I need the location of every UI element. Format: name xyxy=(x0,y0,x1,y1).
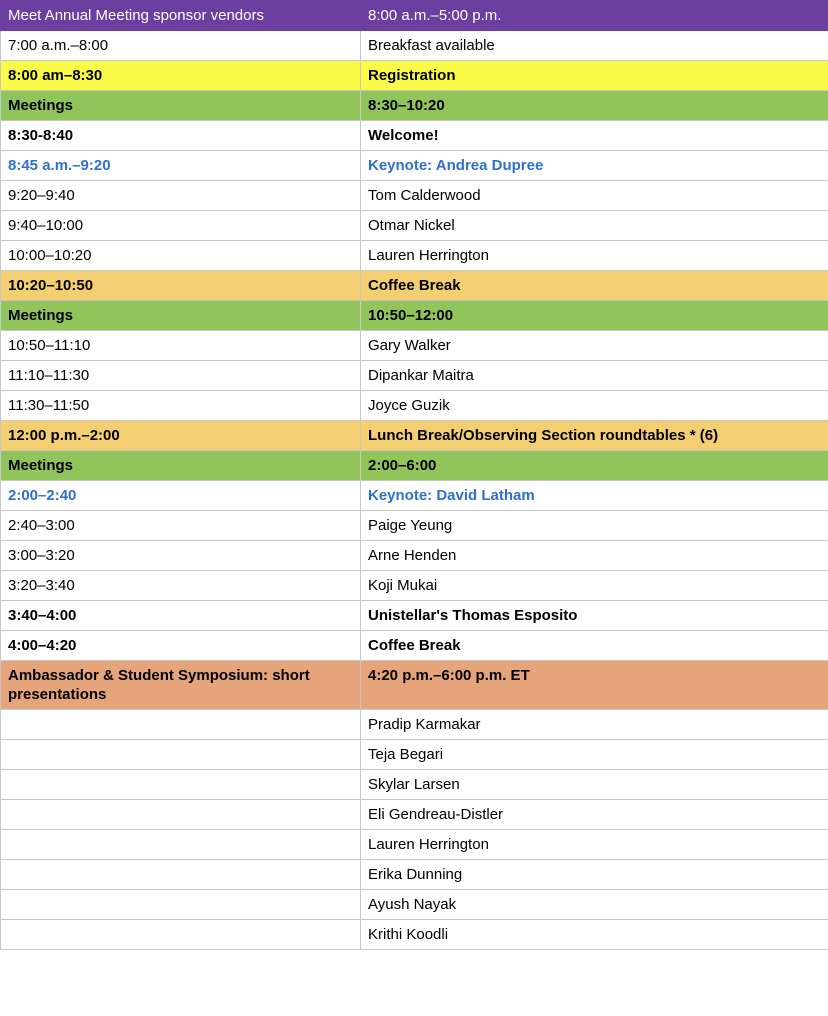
schedule-time-cell xyxy=(1,800,361,830)
table-row xyxy=(1,601,828,631)
schedule-description-cell: Erika Dunning xyxy=(361,860,828,890)
schedule-time-cell: Ambassador & Student Symposium: short presentations xyxy=(1,661,361,710)
schedule-description-cell: Registration xyxy=(361,61,828,91)
table-row xyxy=(1,361,828,391)
schedule-description-cell: Unistellar's Thomas Esposito xyxy=(361,601,828,631)
table-row xyxy=(1,740,828,770)
schedule-time-cell: 10:00–10:20 xyxy=(1,241,361,271)
table-row xyxy=(1,121,828,151)
schedule-description-cell: Otmar Nickel xyxy=(361,211,828,241)
schedule-time-cell xyxy=(1,860,361,890)
schedule-description-cell: Ayush Nayak xyxy=(361,890,828,920)
schedule-description-cell: Dipankar Maitra xyxy=(361,361,828,391)
schedule-time-cell: 8:00 am–8:30 xyxy=(1,61,361,91)
schedule-description-cell: Pradip Karmakar xyxy=(361,710,828,740)
schedule-description-cell: 8:30–10:20 xyxy=(361,91,828,121)
table-row xyxy=(1,391,828,421)
schedule-description-cell: Paige Yeung xyxy=(361,511,828,541)
schedule-description-cell: 10:50–12:00 xyxy=(361,301,828,331)
schedule-time-cell: 3:20–3:40 xyxy=(1,571,361,601)
schedule-description-cell: 8:00 a.m.–5:00 p.m. xyxy=(361,1,828,31)
schedule-time-cell xyxy=(1,830,361,860)
schedule-description-cell: Krithi Koodli xyxy=(361,920,828,950)
schedule-time-cell xyxy=(1,770,361,800)
schedule-time-cell xyxy=(1,710,361,740)
table-row xyxy=(1,1,828,31)
schedule-description-cell: Eli Gendreau-Distler xyxy=(361,800,828,830)
schedule-time-cell: 10:20–10:50 xyxy=(1,271,361,301)
schedule-description-cell: Teja Begari xyxy=(361,740,828,770)
table-row xyxy=(1,301,828,331)
schedule-time-cell xyxy=(1,920,361,950)
table-row xyxy=(1,481,828,511)
schedule-description-cell: Coffee Break xyxy=(361,631,828,661)
schedule-table-body xyxy=(1,1,828,950)
schedule-description-cell: Joyce Guzik xyxy=(361,391,828,421)
schedule-description-cell: 2:00–6:00 xyxy=(361,451,828,481)
schedule-description-cell: Welcome! xyxy=(361,121,828,151)
table-row xyxy=(1,451,828,481)
schedule-time-cell: Meetings xyxy=(1,91,361,121)
schedule-time-cell: 9:40–10:00 xyxy=(1,211,361,241)
table-row xyxy=(1,890,828,920)
schedule-description-cell: Gary Walker xyxy=(361,331,828,361)
table-row xyxy=(1,271,828,301)
schedule-description-cell: Lauren Herrington xyxy=(361,830,828,860)
schedule-description-cell: Keynote: David Latham xyxy=(361,481,828,511)
table-row xyxy=(1,61,828,91)
schedule-time-cell xyxy=(1,890,361,920)
schedule-time-cell: Meetings xyxy=(1,301,361,331)
schedule-time-cell: 12:00 p.m.–2:00 xyxy=(1,421,361,451)
table-row xyxy=(1,241,828,271)
schedule-description-cell: Breakfast available xyxy=(361,31,828,61)
schedule-description-cell: Koji Mukai xyxy=(361,571,828,601)
schedule-time-cell: 9:20–9:40 xyxy=(1,181,361,211)
schedule-time-cell: Meetings xyxy=(1,451,361,481)
table-row xyxy=(1,631,828,661)
table-row xyxy=(1,800,828,830)
schedule-description-cell: Lunch Break/Observing Section roundtables * (6) xyxy=(361,421,828,451)
table-row xyxy=(1,31,828,61)
schedule-description-cell: 4:20 p.m.–6:00 p.m. ET xyxy=(361,661,828,710)
schedule-description-cell: Skylar Larsen xyxy=(361,770,828,800)
schedule-time-cell: 2:00–2:40 xyxy=(1,481,361,511)
table-row xyxy=(1,571,828,601)
table-row xyxy=(1,860,828,890)
table-row xyxy=(1,421,828,451)
schedule-description-cell: Tom Calderwood xyxy=(361,181,828,211)
table-row xyxy=(1,151,828,181)
schedule-description-cell: Lauren Herrington xyxy=(361,241,828,271)
schedule-time-cell: 11:30–11:50 xyxy=(1,391,361,421)
schedule-time-cell: 3:00–3:20 xyxy=(1,541,361,571)
table-row xyxy=(1,661,828,710)
table-row xyxy=(1,181,828,211)
table-row xyxy=(1,541,828,571)
table-row xyxy=(1,770,828,800)
schedule-description-cell: Coffee Break xyxy=(361,271,828,301)
table-row xyxy=(1,331,828,361)
schedule-description-cell: Keynote: Andrea Dupree xyxy=(361,151,828,181)
schedule-description-cell: Arne Henden xyxy=(361,541,828,571)
schedule-time-cell xyxy=(1,740,361,770)
table-row xyxy=(1,830,828,860)
schedule-time-cell: 8:45 a.m.–9:20 xyxy=(1,151,361,181)
schedule-time-cell: 10:50–11:10 xyxy=(1,331,361,361)
table-row xyxy=(1,920,828,950)
schedule-time-cell: 11:10–11:30 xyxy=(1,361,361,391)
schedule-time-cell: 3:40–4:00 xyxy=(1,601,361,631)
schedule-time-cell: 2:40–3:00 xyxy=(1,511,361,541)
schedule-time-cell: 7:00 a.m.–8:00 xyxy=(1,31,361,61)
table-row xyxy=(1,211,828,241)
schedule-time-cell: 8:30-8:40 xyxy=(1,121,361,151)
schedule-time-cell: Meet Annual Meeting sponsor vendors xyxy=(1,1,361,31)
table-row xyxy=(1,710,828,740)
table-row xyxy=(1,91,828,121)
schedule-time-cell: 4:00–4:20 xyxy=(1,631,361,661)
table-row xyxy=(1,511,828,541)
